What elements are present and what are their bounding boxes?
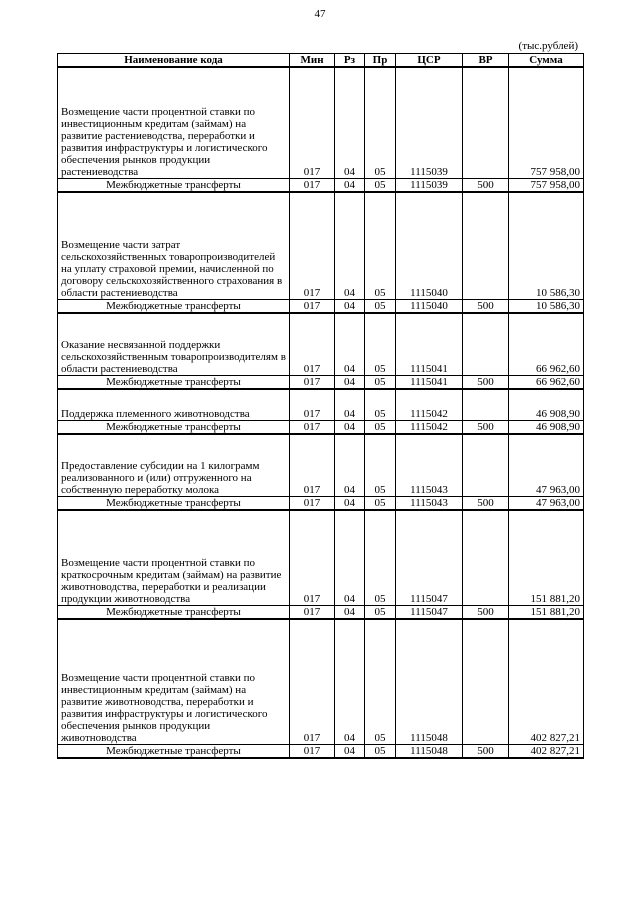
row-vr: [463, 510, 509, 606]
row-rz: 04: [335, 313, 365, 376]
row-sum: 47 963,00: [509, 497, 584, 511]
row-csr: 1115048: [396, 619, 463, 745]
row-name: Возмещение части процентной ставки по инвестиционным кредитам (займам) на развитие животноводства, переработки и развития инфраструктуры и логистического обеспечения рынков продукции животноводства: [58, 619, 290, 745]
row-rz: 04: [335, 421, 365, 435]
row-rz: 04: [335, 619, 365, 745]
row-sum: 151 881,20: [509, 606, 584, 620]
row-pr: 05: [365, 179, 396, 193]
row-rz: 04: [335, 376, 365, 390]
row-pr: 05: [365, 421, 396, 435]
row-name: Межбюджетные трансферты: [58, 179, 290, 193]
row-csr: 1115043: [396, 434, 463, 497]
row-pr: 05: [365, 389, 396, 421]
row-rz: 04: [335, 67, 365, 179]
row-vr: [463, 619, 509, 745]
row-min: 017: [290, 421, 335, 435]
row-vr: [463, 313, 509, 376]
row-sum: 757 958,00: [509, 179, 584, 193]
row-sum: 10 586,30: [509, 192, 584, 300]
row-rz: 04: [335, 179, 365, 193]
row-vr: [463, 192, 509, 300]
row-min: 017: [290, 300, 335, 314]
table-row: [58, 510, 584, 606]
row-csr: 1115043: [396, 497, 463, 511]
units-label: (тыс.рублей): [518, 40, 578, 52]
row-vr: 500: [463, 421, 509, 435]
row-min: 017: [290, 619, 335, 745]
row-pr: 05: [365, 376, 396, 390]
table-row: [58, 497, 584, 511]
row-rz: 04: [335, 745, 365, 759]
row-pr: 05: [365, 300, 396, 314]
row-csr: 1115047: [396, 510, 463, 606]
row-name: Межбюджетные трансферты: [58, 606, 290, 620]
row-min: 017: [290, 745, 335, 759]
row-csr: 1115041: [396, 313, 463, 376]
row-min: 017: [290, 192, 335, 300]
row-rz: 04: [335, 300, 365, 314]
row-pr: 05: [365, 510, 396, 606]
row-min: 017: [290, 434, 335, 497]
row-csr: 1115042: [396, 389, 463, 421]
row-csr: 1115048: [396, 745, 463, 759]
header-name: Наименование кода: [58, 54, 290, 68]
row-min: 017: [290, 179, 335, 193]
row-min: 017: [290, 389, 335, 421]
row-min: 017: [290, 606, 335, 620]
row-pr: 05: [365, 434, 396, 497]
table-row: [58, 619, 584, 745]
row-min: 017: [290, 510, 335, 606]
row-csr: 1115041: [396, 376, 463, 390]
row-rz: 04: [335, 389, 365, 421]
row-sum: 402 827,21: [509, 619, 584, 745]
row-sum: 46 908,90: [509, 421, 584, 435]
row-vr: [463, 434, 509, 497]
row-rz: 04: [335, 606, 365, 620]
table-row: [58, 192, 584, 300]
row-rz: 04: [335, 497, 365, 511]
row-sum: 66 962,60: [509, 313, 584, 376]
header-pr: Пр: [365, 54, 396, 68]
row-rz: 04: [335, 510, 365, 606]
table-header-row: [58, 54, 584, 68]
row-name: Межбюджетные трансферты: [58, 745, 290, 759]
row-sum: 47 963,00: [509, 434, 584, 497]
row-sum: 46 908,90: [509, 389, 584, 421]
row-vr: 500: [463, 179, 509, 193]
row-min: 017: [290, 313, 335, 376]
row-name: Поддержка племенного животноводства: [58, 389, 290, 421]
table-row: [58, 376, 584, 390]
table-row: [58, 300, 584, 314]
row-csr: 1115040: [396, 300, 463, 314]
row-pr: 05: [365, 192, 396, 300]
row-sum: 66 962,60: [509, 376, 584, 390]
table-row: [58, 606, 584, 620]
row-csr: 1115047: [396, 606, 463, 620]
row-name: Предоставление субсидии на 1 килограмм реализованного и (или) отгруженного на собственную переработку молока: [58, 434, 290, 497]
row-name: Межбюджетные трансферты: [58, 300, 290, 314]
row-csr: 1115042: [396, 421, 463, 435]
row-sum: 757 958,00: [509, 67, 584, 179]
row-min: 017: [290, 376, 335, 390]
row-csr: 1115039: [396, 179, 463, 193]
row-vr: 500: [463, 606, 509, 620]
row-csr: 1115040: [396, 192, 463, 300]
row-vr: 500: [463, 376, 509, 390]
row-pr: 05: [365, 313, 396, 376]
row-sum: 10 586,30: [509, 300, 584, 314]
row-pr: 05: [365, 67, 396, 179]
row-name: Возмещение части затрат сельскохозяйственных товаропроизводителей на уплату страховой премии, начисленной по договору сельскохозяйственного страхования в области растениеводства: [58, 192, 290, 300]
row-rz: 04: [335, 192, 365, 300]
header-vr: ВР: [463, 54, 509, 68]
header-sum: Сумма: [509, 54, 584, 68]
table-row: [58, 313, 584, 376]
row-vr: 500: [463, 300, 509, 314]
row-name: Оказание несвязанной поддержки сельскохозяйственным товаропроизводителям в области растениеводства: [58, 313, 290, 376]
row-vr: [463, 389, 509, 421]
row-name: Межбюджетные трансферты: [58, 376, 290, 390]
row-pr: 05: [365, 619, 396, 745]
row-vr: 500: [463, 745, 509, 759]
row-rz: 04: [335, 434, 365, 497]
table-row: [58, 389, 584, 421]
row-name: Возмещение части процентной ставки по инвестиционным кредитам (займам) на развитие растениеводства, переработки и развития инфраструктуры и логистического обеспечения рынков продукции растениеводства: [58, 67, 290, 179]
row-sum: 151 881,20: [509, 510, 584, 606]
row-pr: 05: [365, 606, 396, 620]
budget-table: [57, 53, 584, 759]
header-min: Мин: [290, 54, 335, 68]
table-row: [58, 745, 584, 759]
row-vr: 500: [463, 497, 509, 511]
table-row: [58, 179, 584, 193]
row-pr: 05: [365, 745, 396, 759]
row-name: Межбюджетные трансферты: [58, 497, 290, 511]
row-csr: 1115039: [396, 67, 463, 179]
table-row: [58, 67, 584, 179]
row-name: Межбюджетные трансферты: [58, 421, 290, 435]
row-pr: 05: [365, 497, 396, 511]
header-rz: Рз: [335, 54, 365, 68]
row-vr: [463, 67, 509, 179]
row-min: 017: [290, 67, 335, 179]
header-csr: ЦСР: [396, 54, 463, 68]
row-sum: 402 827,21: [509, 745, 584, 759]
row-name: Возмещение части процентной ставки по краткосрочным кредитам (займам) на развитие животноводства, переработки и реализации продукции животноводства: [58, 510, 290, 606]
page-number: 47: [314, 8, 326, 20]
table-row: [58, 421, 584, 435]
row-min: 017: [290, 497, 335, 511]
table-row: [58, 434, 584, 497]
